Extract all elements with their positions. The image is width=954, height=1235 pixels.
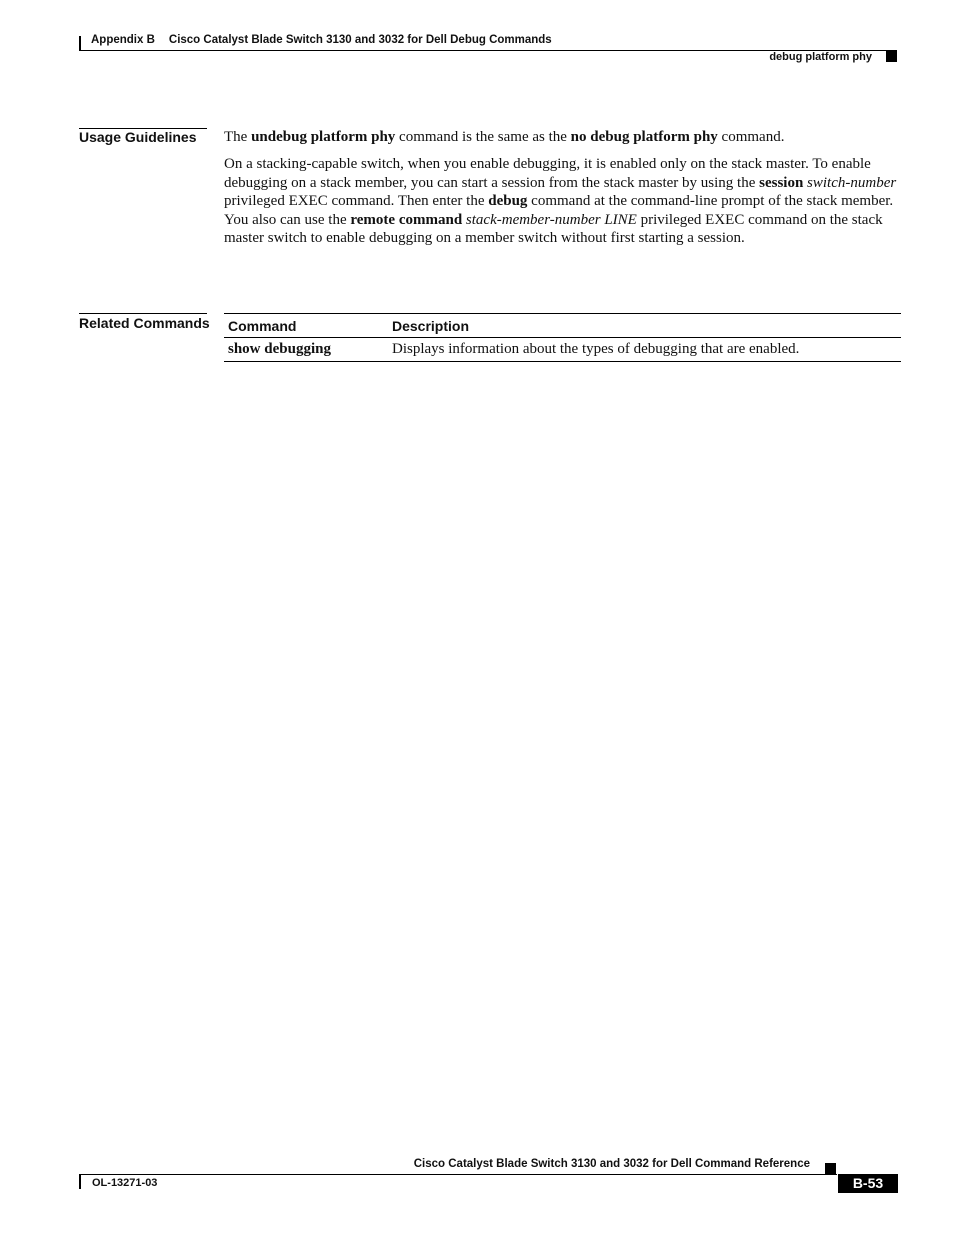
running-header [91, 34, 552, 46]
text-run: The [224, 129, 252, 145]
header-left-bar [79, 36, 81, 51]
appendix-label: Appendix B [91, 34, 155, 46]
document-number: OL-13271-03 [92, 1177, 158, 1189]
text-run: privileged EXEC command. Then enter the [224, 193, 489, 210]
bold-term: undebug platform phy [251, 129, 396, 145]
table-bottom-rule [224, 361, 901, 362]
text-run: On a stacking-capable switch, when you enable debugging, it is enabled only on the stack master. To enable debugging on a stack member, you can start a session from the stack master by using the [224, 156, 871, 191]
bold-term: no debug platform phy [570, 129, 718, 145]
footer-marker-block [825, 1163, 836, 1174]
description-cell: Displays information about the types of debugging that are enabled. [392, 341, 800, 357]
footer-rule [79, 1174, 837, 1175]
related-commands-table [224, 313, 901, 362]
text-run: command. [717, 129, 785, 145]
column-header-command: Command [228, 317, 297, 334]
bold-term: remote command [350, 211, 463, 228]
page-number: B-53 [838, 1174, 898, 1193]
bold-term: session [759, 174, 804, 191]
usage-guidelines-label: Usage Guidelines [79, 129, 197, 145]
table-header-row [224, 314, 901, 337]
bold-term: debug [488, 193, 528, 210]
column-header-description: Description [392, 317, 470, 334]
text-run: command at the command-line prompt of the stack member. You also can use the [224, 193, 894, 228]
related-commands-rule [79, 313, 207, 314]
footer-left-bar [79, 1175, 81, 1189]
section-title: debug platform phy [769, 51, 872, 63]
usage-paragraph-2 [224, 155, 904, 248]
text-run: privileged EXEC command on the stack master switch to enable debugging on a member switch without first starting a session. [224, 211, 883, 247]
header-marker-block [886, 51, 897, 62]
italic-argument: stack-member-number LINE [465, 211, 637, 228]
table-row [224, 338, 901, 361]
usage-paragraph-1 [224, 128, 904, 147]
text-run: command is the same as the [395, 129, 571, 145]
related-commands-label: Related Commands [79, 315, 210, 331]
command-cell: show debugging [228, 341, 331, 357]
book-title: Cisco Catalyst Blade Switch 3130 and 3032 for Dell Command Reference [413, 1158, 810, 1170]
italic-argument: switch-number [807, 174, 897, 191]
chapter-title: Cisco Catalyst Blade Switch 3130 and 3032 for Dell Debug Commands [168, 34, 552, 46]
